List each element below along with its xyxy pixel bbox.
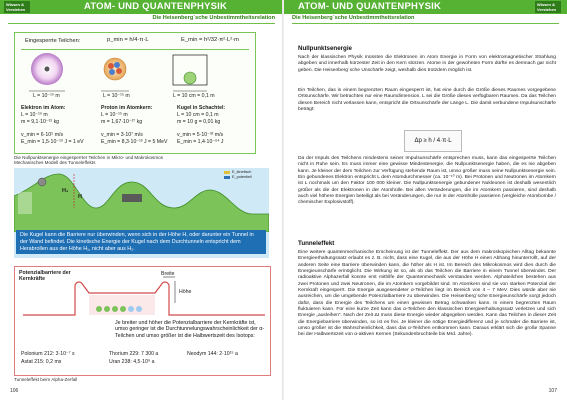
fig1-length-electron: L = 10⁻¹⁰ m bbox=[33, 93, 60, 99]
fig3-caption: Tunneleffekt beim Alpha-Zerfall bbox=[14, 377, 78, 382]
fig3-title: Potenzialbarriere der Kernkräfte bbox=[19, 270, 71, 282]
isotope-astat: Astat 215: 0,2 ms bbox=[21, 359, 62, 365]
zero-point-paragraph-1: Nach der klassischen Physik müssten die Elektronen im Atom Energie in Form von elektromagnetischer Strahlung abgeben und innerhalb kürzester Zeit in den Kern stürzen. Atome in der gewohnten Form dürfte es demnach gar nicht geben. Die Heisenberg´sche Unschärfe zeigt, weshalb dies trotzdem möglich ist. bbox=[298, 55, 556, 73]
left-page-number: 106 bbox=[10, 388, 19, 394]
fig1-col2-title: Proton im Atomkern: bbox=[101, 105, 153, 111]
right-page bbox=[284, 0, 567, 400]
zero-point-energy-figure bbox=[14, 32, 256, 154]
right-badge: Wissen & Verstehen bbox=[535, 1, 561, 13]
hills-illustration bbox=[14, 168, 269, 232]
fig1-col1-velocity: v_min = 6·10⁵ m/s bbox=[21, 132, 64, 138]
barrier-explanation: Je breiter und höher die Potenzialbarriere der Kernkräfte ist, umso geringer ist die Durchtunnelungswahrscheinlichkeit der α-Teilchen und umso größer ist die Halbwertszeit des Isotops: bbox=[115, 320, 265, 339]
label-width: Breite bbox=[161, 271, 175, 277]
left-header-bar bbox=[0, 0, 283, 14]
isotope-uran: Uran 238: 4,5·10⁹ a bbox=[109, 359, 155, 365]
right-section-subtitle: Die Heisenberg´sche Unbestimmtheitsrelation bbox=[292, 14, 559, 24]
fig1-col2-mass: m = 1,67·10⁻²⁷ kg bbox=[101, 119, 143, 125]
fig1-col2-velocity: v_min = 3·10⁷ m/s bbox=[101, 132, 143, 138]
isotope-polonium: Polonium 212: 3·10⁻⁷ s bbox=[21, 351, 75, 357]
nucleus-dot-icon bbox=[45, 67, 50, 72]
fig1-col1-energy: E_min = 1,5·10⁻¹⁹ J = 1 eV bbox=[21, 139, 84, 145]
fig1-col1-mass: m = 9,1·10⁻³¹ kg bbox=[21, 119, 60, 125]
fig1-col1-title: Elektron im Atom: bbox=[21, 105, 66, 111]
zero-point-paragraph-2: Ein Teilchen, das in einem begrenzten Raum eingesperrt ist, hat eine durch die Größe dieses Raumes vorgegebene Ortsunschärfe. Wir betrachten nur eine Raumdimension. L sei die Größe dieses verfügbaren Raumes. Da das Teilchen diesen Bereich nicht verlassen kann, entspricht die Ortsunschärfe der Länge L. Die damit verbundene Impulsunschärfe beträgt: bbox=[298, 88, 556, 113]
fig1-length-proton: L = 10⁻¹⁵ m bbox=[103, 93, 130, 99]
fig1-length-ball: L = 10 cm = 0,1 m bbox=[173, 93, 215, 99]
tunnel-explanation-note: Die Kugel kann die Barriere nur überwinden, wenn sich in der Höhe H, oder darunter ein Tunnel in der Wand befindet. Die kinetische Energie der Kugel nach dem Durchtunneln entspricht dem Herabrollen aus der Höhe H₁, nicht aber aus H₂. bbox=[16, 230, 266, 254]
fig1-col3-mass: m = 10 g = 0,01 kg bbox=[177, 119, 221, 125]
left-chapter-title: ATOM- UND QUANTENPHYSIK bbox=[84, 1, 228, 12]
fig1-col1-length: L = 10⁻¹⁰ m bbox=[21, 112, 48, 118]
label-h: H bbox=[78, 194, 82, 200]
left-section-subtitle: Die Heisenberg´sche Unbestimmtheitsrelation bbox=[8, 14, 275, 24]
section-heading-zero-point: Nullpunktsenergie bbox=[298, 45, 352, 52]
fig1-caption: Die Nullpunktsenergie eingesperrter Teilchen in Mikro- und Makrokosmos bbox=[14, 155, 164, 160]
section-heading-tunnel: Tunneleffekt bbox=[298, 240, 335, 247]
left-badge: Wissen & Verstehen bbox=[4, 1, 30, 13]
fig1-col3-length: L = 10 cm = 0,1 m bbox=[177, 112, 219, 118]
label-h1: H₁ bbox=[62, 188, 69, 194]
ball-icon bbox=[184, 72, 196, 84]
fig1-col3-title: Kugel in Schachtel: bbox=[177, 105, 226, 111]
fig1-formula-energy: E_min = h²/32·π²·L²·m bbox=[181, 37, 239, 43]
tunnel-paragraph: Eine weitere quantenmechanische Erscheinung ist der Tunneleffekt. Der aus dem makroskopischen Alltag bekannte Energieerhaltungssatz erlaubt es z. B. nicht, dass eine Kugel, die aus der Höhe H einen Abhang hinunterrollt, auf der anderen Seite eine Barriere überwinden kann, die höher als H ist. Im Bereich des Mikrokosmos wird dies durch die Energieunschärfe ermöglicht. Die Wirkung ist so, als ob das Teilchen die Barriere in einem Tunnel überwindet. Der radioaktive Alphazerfall konnte erst mithilfe der Quantenmechanik verstanden werden. Alphateilchen bestehen aus zwei Protonen und zwei Neutronen, die im Atomkern vorgebildet sind. Im Atomkern sind sie von starken Potenzial der Kernkraft eingesperrt. Die Energie ausgesendeter α-Teilchen liegt im Bereich von 4 – 7 MeV. Dies würde aber nie ausreichen, um die umgebende Potenzialbarriere zu überwinden. Die Heisenberg´sche Energieunschärfe sorgt jedoch dafür, dass die Energie des Teilchens um einen gewissen Betrag schwanken kann. In einem begrenzten Raum fluktuieren kann. Für eine kurze Zeit kann das α-Teilchen den klassischen Energieerhaltungssatz verletzen und sich Energie „ausleihen“. Nach der Zeit Δt muss diese Energie wieder abgegeben werden. Kann das Teilchen in dieser Zeit die Energiebarriere überwinden, so ist es frei. Je kleiner die nötige Energiedifferenz und je schmäler die Barriere ist, umso größer ist die Wahrscheinlichkeit, dass das α-Teilchen entkommen kann. Daraus erklärt sich die große Spanne bei der Halbwertszeit von α-aktiven Kernen (Sekundenbruchteile bis Mrd. Jahre). bbox=[298, 250, 556, 338]
fig1-col2-energy: E_min = 8,3·10⁻¹³ J = 5 MeV bbox=[101, 139, 168, 145]
fig1-formula-momentum: p_min = h/4·π·L bbox=[107, 37, 149, 43]
tunnel-effect-model-figure bbox=[14, 168, 269, 258]
right-page-number: 107 bbox=[548, 388, 557, 394]
fig1-col2-length: L = 10⁻¹⁵ m bbox=[101, 112, 128, 118]
fig1-col3-velocity: v_min = 5·10⁻³² m/s bbox=[177, 132, 224, 138]
legend-potential: E_potentiell bbox=[232, 175, 252, 179]
zero-point-paragraph-3: Da der Impuls des Teilchens mindestens seiner Impulsunschärfe entsprechen muss, kann das eingesperrte Teilchen nicht in Ruhe sein. Es muss immer eine gewisse Mindestenergie, die Nullpunktsenergie haben, die es nie abgeben kann. Je kleiner der dem Teilchen zur Verfügung stehende Raum ist, umso größer muss seine Nullpunktsenergie sein. Ein gebundenes Elektron entspricht L dem Atomdurchmesser (ca. 10⁻¹⁰ m). Bei Protonen und Neutronen im Atomkern ist L nochmals um den Faktor 100 000 kleiner. Die Nullpunktsenergie gebundener Nukleonen ist deshalb wesentlich größer als die der Elektronen in der Atomhülle. Bei allen Veränderungen, die im Atomkern passieren, sind deshalb auch viel höhere Energien beteiligt als bei Veränderungen, die nur in der Atomhülle passieren (vergleiche Atombombe / chemischer Explosivstoff). bbox=[298, 156, 556, 206]
fig1-col3-energy: E_min = 1,4·10⁻⁶⁴ J bbox=[177, 139, 224, 145]
momentum-uncertainty-formula: Δp ≥ h / 4·π·L bbox=[404, 130, 462, 152]
fig1-heading: Eingesperrte Teilchen: bbox=[25, 38, 81, 44]
potential-barrier-figure bbox=[14, 266, 271, 376]
fig1-divider bbox=[21, 49, 249, 50]
isotope-thorium: Thorium 229: 7 300 a bbox=[109, 351, 159, 357]
isotope-neodym: Neodym 144: 2·10¹⁵ a bbox=[187, 351, 238, 357]
rolling-ball-icon bbox=[38, 178, 46, 186]
tunnel-icon bbox=[122, 194, 142, 202]
fig2-caption: Mechanisches Modell des Tunneleffekts bbox=[14, 160, 96, 165]
label-height: Höhe bbox=[179, 289, 192, 295]
atomic-nucleus-icon bbox=[104, 58, 126, 80]
right-chapter-title: ATOM- UND QUANTENPHYSIK bbox=[298, 1, 442, 12]
barrier-diagram bbox=[15, 267, 270, 327]
right-header-bar bbox=[284, 0, 567, 14]
legend-kinetic: E_kinetisch bbox=[232, 170, 252, 174]
left-page bbox=[0, 0, 283, 400]
